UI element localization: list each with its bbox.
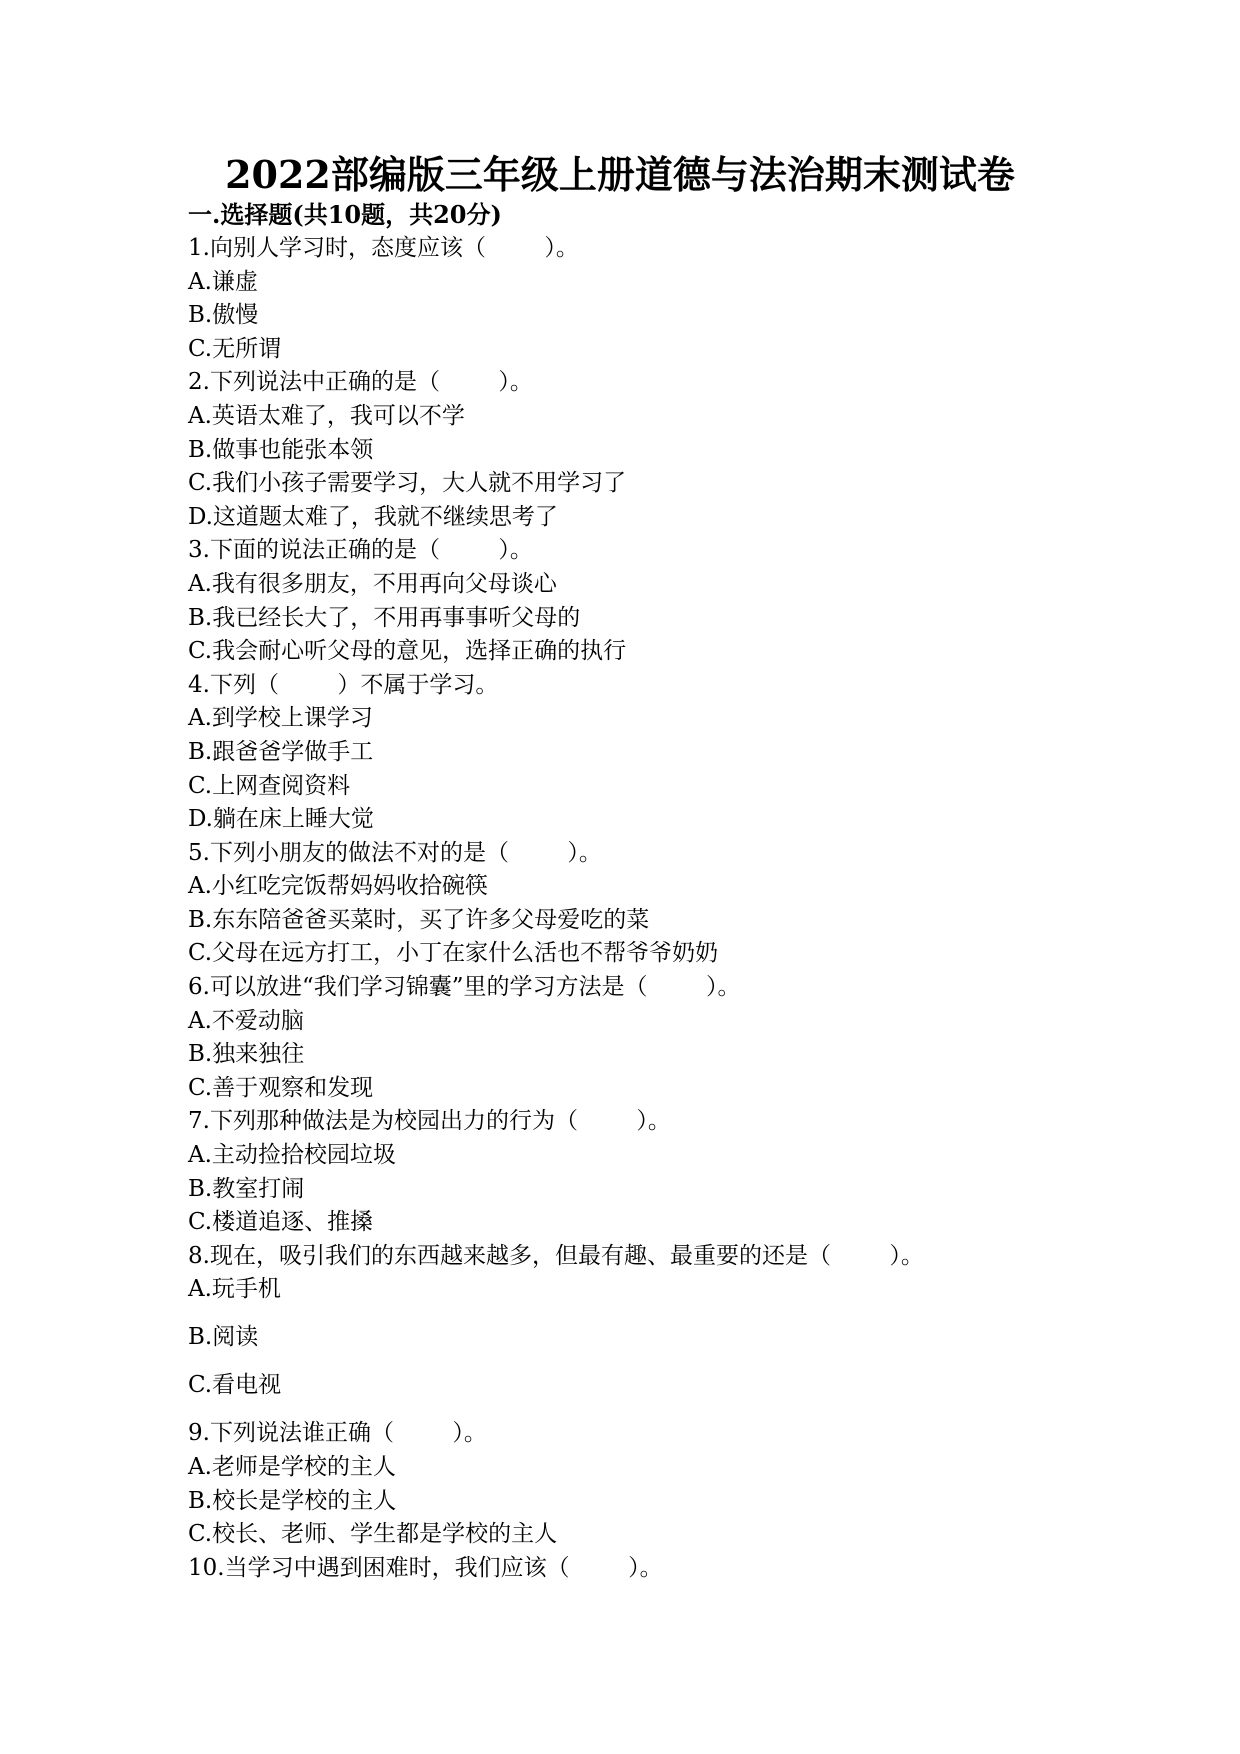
- answer-option: B.跟爸爸学做手工: [188, 738, 374, 765]
- section-heading: 一.选择题(共10题，共20分): [188, 200, 502, 229]
- answer-option: A.主动捡拾校园垃圾: [188, 1142, 396, 1169]
- question-stem: 4.下列（ ）不属于学习。: [188, 671, 499, 698]
- answer-option: A.小红吃完饭帮妈妈收拾碗筷: [188, 873, 488, 900]
- exam-title: 2022部编版三年级上册道德与法治期末测试卷: [225, 152, 1015, 197]
- answer-option: B.我已经长大了，不用再事事听父母的: [188, 604, 581, 631]
- answer-option: D.这道题太难了，我就不继续思考了: [188, 503, 558, 530]
- answer-option: C.无所谓: [188, 335, 282, 362]
- question-stem: 10.当学习中遇到困难时，我们应该（ ）。: [188, 1554, 663, 1581]
- answer-option: A.到学校上课学习: [188, 705, 373, 732]
- question-stem: 7.下列那种做法是为校园出力的行为（ ）。: [188, 1108, 671, 1135]
- answer-option: C.看电视: [188, 1372, 282, 1399]
- answer-option: B.独来独往: [188, 1041, 305, 1068]
- answer-option: C.校长、老师、学生都是学校的主人: [188, 1521, 558, 1548]
- question-stem: 1.向别人学习时，态度应该（ ）。: [188, 235, 579, 261]
- question-stem: 8.现在，吸引我们的东西越来越多，但最有趣、最重要的还是（ ）。: [188, 1242, 924, 1269]
- question-stem: 6.可以放进“我们学习锦囊”里的学习方法是（ ）。: [188, 974, 741, 1001]
- answer-option: A.我有很多朋友，不用再向父母谈心: [188, 570, 557, 597]
- question-stem: 3.下面的说法正确的是（ ）。: [188, 537, 533, 564]
- answer-option: B.教室打闹: [188, 1175, 305, 1202]
- answer-option: B.东东陪爸爸买菜时，买了许多父母爱吃的菜: [188, 906, 650, 933]
- answer-option: C.善于观察和发现: [188, 1074, 374, 1101]
- answer-option: B.阅读: [188, 1324, 259, 1351]
- answer-option: A.英语太难了，我可以不学: [188, 402, 465, 429]
- answer-option: C.楼道追逐、推搡: [188, 1209, 374, 1236]
- answer-option: A.不爱动脑: [188, 1007, 304, 1034]
- question-stem: 5.下列小朋友的做法不对的是（ ）。: [188, 839, 602, 866]
- answer-option: B.做事也能张本领: [188, 436, 374, 463]
- answer-option: A.谦虚: [188, 268, 258, 295]
- answer-option: A.玩手机: [188, 1276, 281, 1303]
- answer-option: D.躺在床上睡大觉: [188, 806, 374, 833]
- question-stem: 2.下列说法中正确的是（ ）。: [188, 369, 533, 396]
- answer-option: C.我们小孩子需要学习，大人就不用学习了: [188, 470, 627, 497]
- answer-option: C.我会耐心听父母的意见，选择正确的执行: [188, 638, 627, 665]
- answer-option: B.校长是学校的主人: [188, 1487, 397, 1514]
- question-list: [188, 232, 1188, 1585]
- answer-option: A.老师是学校的主人: [188, 1454, 396, 1480]
- answer-option: C.父母在远方打工，小丁在家什么活也不帮爷爷奶奶: [188, 940, 719, 967]
- answer-option: C.上网查阅资料: [188, 772, 351, 799]
- answer-option: B.傲慢: [188, 302, 259, 329]
- question-stem: 9.下列说法谁正确（ ）。: [188, 1420, 487, 1447]
